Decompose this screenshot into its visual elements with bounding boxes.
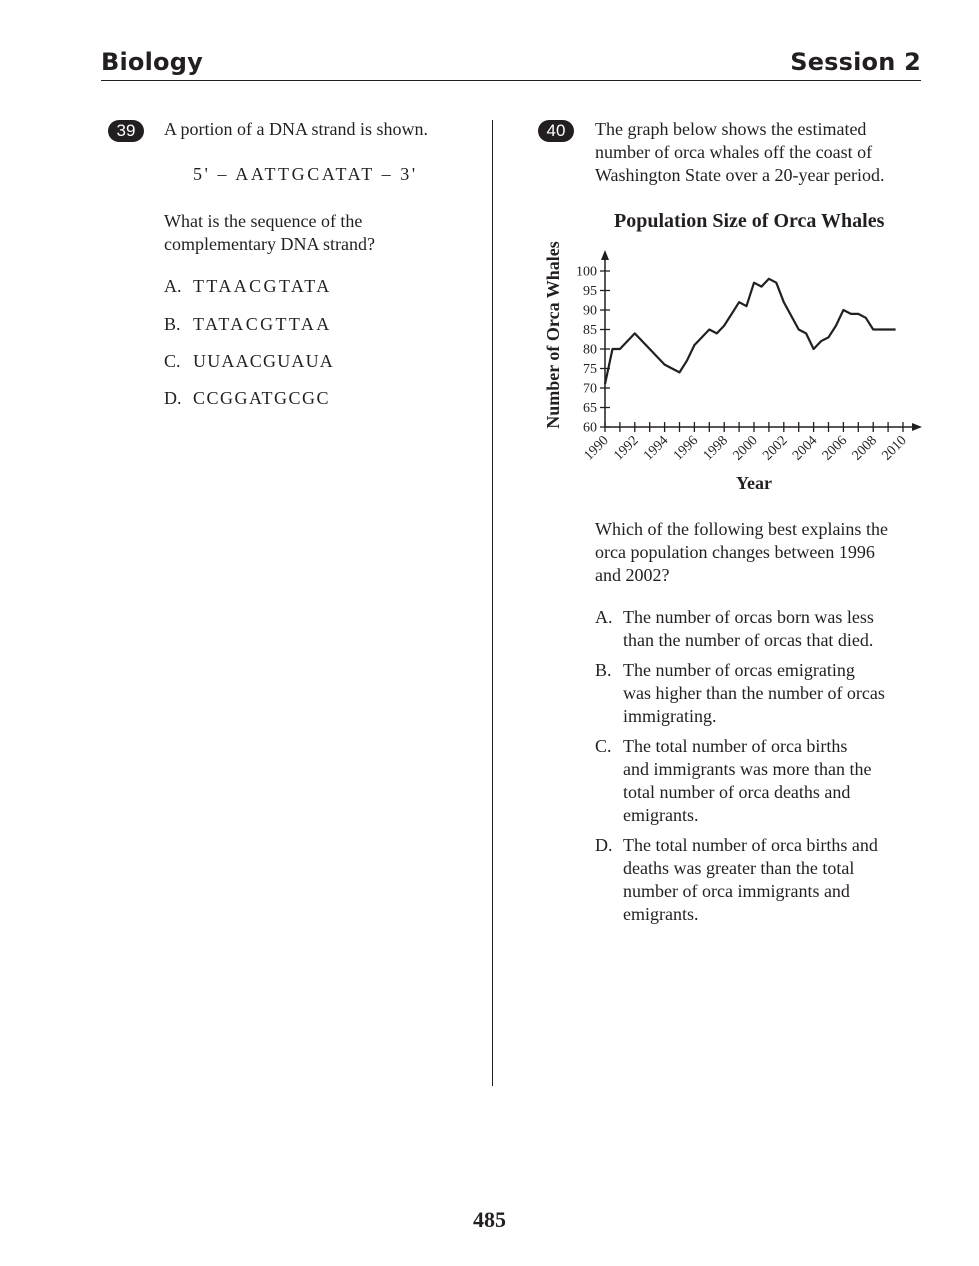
option-letter: A.: [595, 607, 613, 627]
header-rule: [101, 80, 921, 81]
q39-question-line: complementary DNA strand?: [164, 234, 375, 254]
option-text-line: and immigrants was more than the: [623, 759, 872, 779]
x-tick-label: 1992: [611, 433, 642, 464]
x-axis-arrow: [912, 423, 922, 431]
orca-population-chart: [530, 240, 930, 500]
option-letter: C.: [164, 351, 181, 371]
q39-option-b[interactable]: [164, 313, 332, 336]
q40-question-line: and 2002?: [595, 565, 670, 585]
column-divider: [492, 120, 493, 1086]
option-text-line: The number of orcas born was less: [623, 607, 874, 627]
option-text-line: emigrants.: [623, 904, 699, 924]
page-number: 485: [473, 1207, 506, 1232]
option-text-line: immigrating.: [623, 706, 717, 726]
option-letter: B.: [164, 314, 181, 334]
y-tick-label: 85: [583, 323, 597, 338]
q40-option-a[interactable]: [595, 606, 925, 652]
option-text-line: The total number of orca births and: [623, 835, 878, 855]
option-letter: D.: [595, 835, 613, 855]
session-title: Session 2: [790, 48, 921, 76]
option-text-line: The number of orcas emigrating: [623, 660, 855, 680]
q40-option-c[interactable]: [595, 735, 925, 827]
q40-stem-line: The graph below shows the estimated: [595, 119, 867, 139]
option-text-line: The total number of orca births: [623, 736, 848, 756]
option-text: TATACGTTAA: [193, 314, 332, 334]
x-tick-label: 2000: [730, 433, 761, 464]
q39-option-a[interactable]: [164, 275, 332, 298]
q40-stem-line: number of orca whales off the coast of: [595, 142, 873, 162]
option-text-line: number of orca immigrants and: [623, 881, 850, 901]
x-tick-label: 1994: [641, 433, 672, 464]
option-text: CCGGATGCGC: [193, 388, 331, 408]
subject-title: Biology: [101, 48, 203, 76]
q39-option-d[interactable]: [164, 387, 330, 410]
option-text-line: was higher than the number of orcas: [623, 683, 885, 703]
option-text-line: than the number of orcas that died.: [623, 630, 874, 650]
x-axis-title: Year: [736, 473, 772, 493]
x-tick-label: 1998: [700, 433, 732, 464]
y-tick-label: 70: [583, 381, 597, 397]
q40-option-b[interactable]: [595, 659, 925, 728]
option-letter: C.: [595, 736, 612, 756]
option-letter: A.: [164, 276, 182, 296]
y-tick-label: 65: [583, 401, 597, 416]
x-tick-label: 2004: [790, 433, 821, 464]
option-letter: B.: [595, 660, 612, 680]
question-number-badge: 39: [108, 120, 144, 142]
x-tick-label: 2002: [760, 433, 791, 464]
q39-stem: A portion of a DNA strand is shown.: [164, 119, 428, 139]
q39-option-c[interactable]: [164, 350, 334, 373]
option-text-line: deaths was greater than the total: [623, 858, 855, 878]
q40-option-d[interactable]: [595, 834, 925, 926]
orca-population-series-line: [605, 279, 896, 384]
y-tick-label: 100: [576, 264, 597, 280]
y-tick-label: 90: [583, 303, 597, 319]
x-tick-label: 2008: [849, 433, 881, 464]
x-tick-label: 2006: [819, 433, 851, 464]
x-tick-label: 2010: [879, 433, 910, 464]
chart-title: Population Size of Orca Whales: [614, 210, 885, 232]
q39-question-line: What is the sequence of the: [164, 211, 363, 231]
y-tick-label: 60: [583, 420, 597, 436]
y-tick-label: 95: [583, 284, 597, 299]
x-tick-label: 1990: [581, 433, 612, 464]
y-tick-label: 80: [583, 342, 597, 358]
option-text-line: emigrants.: [623, 805, 699, 825]
x-tick-label: 1996: [670, 433, 702, 464]
q40-question-line: orca population changes between 1996: [595, 542, 875, 562]
y-axis-arrow: [601, 250, 609, 260]
option-text-line: total number of orca deaths and: [623, 782, 851, 802]
option-letter: D.: [164, 388, 182, 408]
q39-dna-strand: 5' – AATTGCATAT – 3': [193, 164, 418, 184]
option-text: UUAACGUAUA: [193, 351, 334, 371]
y-tick-label: 75: [583, 362, 597, 377]
q40-stem-line: Washington State over a 20-year period.: [595, 165, 885, 185]
q40-question-line: Which of the following best explains the: [595, 519, 888, 539]
option-text: TTAACGTATA: [193, 276, 332, 296]
y-axis-title: Number of Orca Whales: [543, 241, 563, 429]
question-number-badge: 40: [538, 120, 574, 142]
